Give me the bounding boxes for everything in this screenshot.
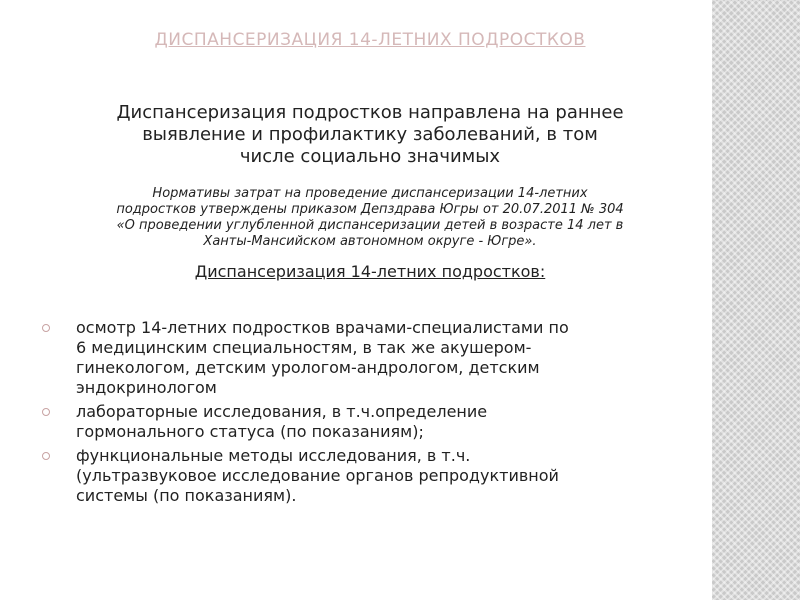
- lead-line: Диспансеризация подростков направлена на раннее: [116, 102, 624, 123]
- lead-paragraph: [40, 102, 700, 168]
- bullet-icon: [42, 408, 50, 416]
- list-item-text: [76, 402, 702, 442]
- lead-line: выявление и профилактику заболеваний, в том: [142, 124, 598, 145]
- bullet-icon: [42, 452, 50, 460]
- list-item-line: гинекологом, детским урологом-андрологом, детским: [76, 358, 540, 377]
- list-item-line: лабораторные исследования, в т.ч.определение: [76, 402, 488, 421]
- note-line: Ханты-Мансийском автономном округе - Югре».: [203, 234, 537, 249]
- list-item: [42, 446, 702, 506]
- list-item-text: [76, 446, 702, 506]
- bullet-icon: [42, 324, 50, 332]
- list-item-text: [76, 318, 702, 398]
- lead-line: числе социально значимых: [239, 146, 501, 167]
- note-line: подростков утверждены приказом Депздрава Югры от 20.07.2011 № 304: [116, 202, 624, 217]
- list-item-line: эндокринологом: [76, 378, 217, 397]
- slide-title: ДИСПАНСЕРИЗАЦИЯ 14-ЛЕТНИХ ПОДРОСТКОВ: [154, 30, 586, 50]
- note-line: Нормативы затрат на проведение диспансеризации 14-летних: [152, 186, 588, 201]
- decorative-side-stripe: [712, 0, 800, 600]
- list-item: [42, 318, 702, 398]
- list-item-line: функциональные методы исследования, в т.ч.: [76, 446, 471, 465]
- list-item-line: 6 медицинским специальностям, в так же акушером-: [76, 338, 532, 357]
- list-item-line: гормонального статуса (по показаниям);: [76, 422, 424, 441]
- list-item-line: осмотр 14-летних подростков врачами-специалистами по: [76, 318, 569, 337]
- list-item-line: системы (по показаниям).: [76, 486, 297, 505]
- normative-note: [40, 186, 700, 250]
- list-item: [42, 402, 702, 442]
- exam-list: [42, 318, 702, 510]
- list-heading: Диспансеризация 14-летних подростков:: [194, 262, 546, 281]
- note-line: «О проведении углубленной диспансеризации детей в возрасте 14 лет в: [116, 218, 624, 233]
- list-item-line: (ультразвуковое исследование органов репродуктивной: [76, 466, 559, 485]
